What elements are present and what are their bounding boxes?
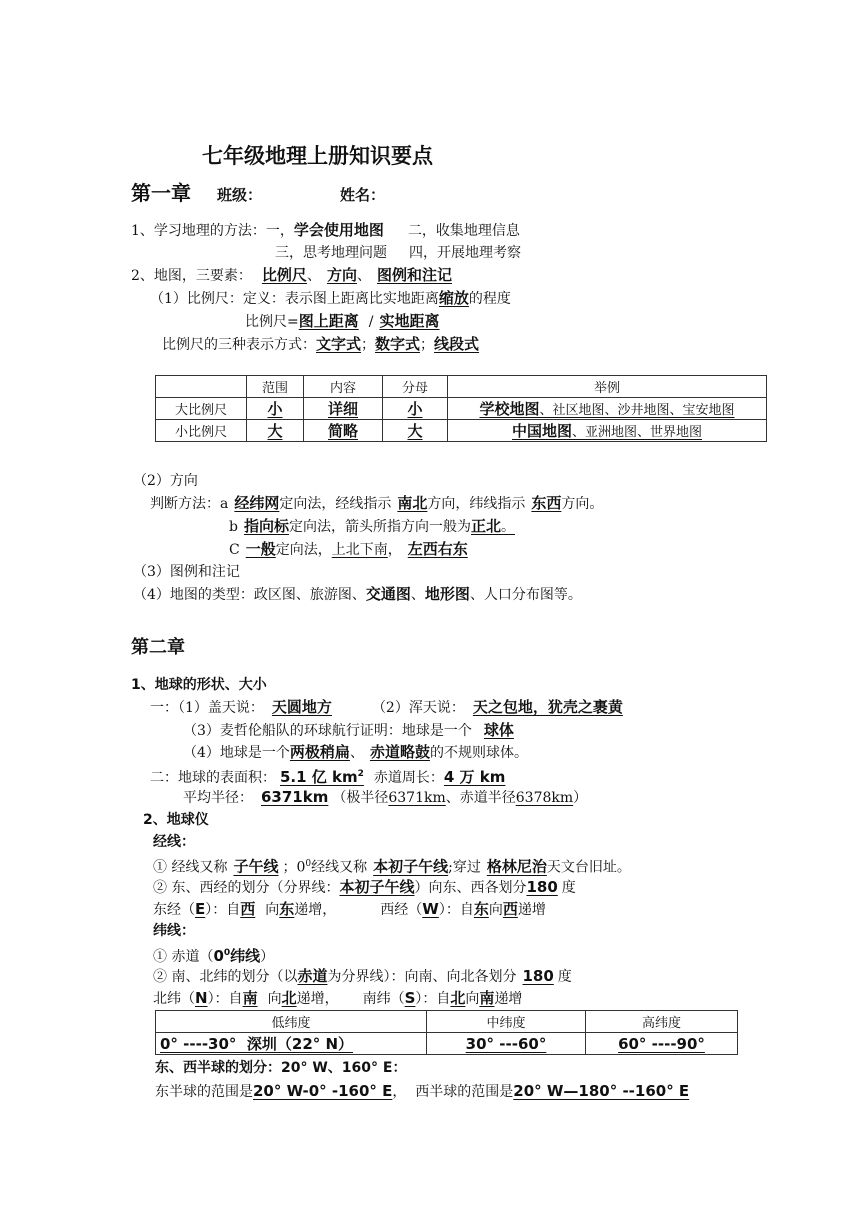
text: （1）比例尺：定义：表示图上距离比实地距离 (150, 291, 439, 307)
text: 的不规则球体。 (429, 745, 528, 761)
answer: 左西右东 (407, 540, 468, 558)
text: 2 (357, 769, 364, 779)
answer: 数字式 (375, 335, 421, 353)
answer: S (404, 989, 416, 1007)
text: 0 (305, 859, 312, 869)
answer: 一般 (245, 540, 276, 558)
map-type: 地形图 (424, 585, 470, 603)
text: 向 (488, 902, 503, 918)
answer: 缩放 (438, 289, 469, 307)
scale-table (155, 375, 767, 442)
text: 上北下南 (331, 542, 388, 558)
answer: 天圆地方 (271, 698, 332, 716)
table-cell: 、亚洲地图、世界地图 (572, 425, 703, 440)
method-line-2 (275, 243, 521, 263)
answer: 线段式 (434, 335, 480, 353)
text: 6371km (388, 790, 446, 806)
latitude-table (155, 1010, 738, 1055)
table-cell: 大比例尺 (156, 398, 247, 420)
parallel-line-1 (153, 943, 274, 967)
answer: 180 (526, 878, 558, 896)
text: （4）地球是一个 (183, 745, 290, 761)
text: ） (260, 949, 275, 965)
answer: 经纬网 (234, 494, 280, 512)
answer: 方向 (326, 266, 357, 284)
answer: 子午线 (233, 857, 279, 876)
text: 比例尺= (245, 314, 299, 330)
table-header: 高纬度 (586, 1011, 738, 1033)
text: b (229, 519, 238, 535)
meridian-line-1 (153, 854, 631, 878)
scale-definition (150, 288, 511, 309)
answer: 赤道略鼓 (369, 743, 430, 761)
text: ；0 (282, 859, 306, 876)
map-type: 交通图 (365, 585, 411, 603)
method-line-1 (131, 220, 520, 241)
text: 递增 (517, 902, 546, 918)
text: （3）麦哲伦船队的环球航行证明：地球是一个 (183, 723, 472, 739)
table-header (156, 376, 247, 398)
text: 递增 (494, 991, 523, 1007)
page-title: 七年级地理上册知识要点 (202, 144, 433, 168)
text: 1、学习地理的方法：一， (131, 223, 294, 239)
text: （极半径 (332, 790, 389, 806)
text: ;穿过 (448, 859, 481, 876)
answer: 南北 (397, 494, 428, 512)
text: 定向法，箭头所指方向一般为 (288, 519, 471, 535)
meridian-line-2 (153, 877, 576, 898)
text: 递增， (294, 902, 337, 918)
answer: 图例和注记 (376, 266, 452, 284)
table-header: 举例 (448, 376, 767, 398)
answer: 西 (240, 900, 256, 918)
scale-forms (162, 334, 479, 355)
answer: 6371km (261, 788, 329, 806)
answer: E (195, 900, 206, 918)
radius-line (183, 787, 587, 808)
text: 方向，纬线指示 (427, 496, 526, 512)
answer: 格林尼治 (486, 857, 547, 876)
text: 判断方法：a (150, 496, 229, 512)
table-cell: 小 (267, 400, 283, 418)
answer: 4 万 km (443, 768, 506, 786)
text: 向 (267, 991, 282, 1007)
text: 6378km (515, 790, 574, 806)
text: 比例尺的三种表示方式： (162, 337, 316, 353)
text: 、人口分布图等。 (469, 587, 582, 603)
text: 0 (213, 947, 224, 965)
direction-heading: （2）方向 (133, 473, 198, 489)
answer: 东 (279, 900, 295, 918)
text: 南纬（ (362, 991, 405, 1007)
earth-theories (150, 697, 623, 718)
text: （2）浑天说： (371, 700, 465, 716)
text: ② 南、北纬的划分（以 (153, 969, 298, 985)
section-globe: 2、地球仪 (143, 812, 209, 828)
text: ）：自 (205, 902, 241, 918)
table-cell: 简略 (327, 422, 358, 440)
text: 东半球的范围是 (155, 1084, 253, 1100)
longitude-direction-line (153, 899, 546, 920)
legend-line: （3）图例和注记 (133, 564, 240, 580)
table-header: 中纬度 (427, 1011, 586, 1033)
section-earth-shape: 1、地球的形状、大小 (131, 677, 267, 693)
text: 方向。 (561, 496, 604, 512)
answer: 本初子午线 (373, 857, 449, 876)
answer: 20° W-0° -160° E (253, 1082, 393, 1100)
text: 、 (349, 745, 364, 761)
text: 度 (557, 969, 572, 985)
text: 二，收集地理信息 (407, 223, 520, 239)
text: 天文台旧址。 (546, 859, 631, 876)
answer (213, 947, 260, 965)
answer: 文字式 (316, 335, 362, 353)
answer: 本初子午线 (339, 878, 415, 896)
table-cell: 小比例尺 (156, 420, 247, 442)
text: 0 (223, 948, 231, 958)
text: ）：自 (415, 991, 451, 1007)
text: ） (573, 790, 588, 806)
meridian-heading: 经线： (153, 834, 195, 850)
answer: 东西 (531, 494, 562, 512)
answer: 球体 (483, 721, 514, 739)
answer: 20° W—180° --160° E (513, 1082, 690, 1100)
text: 定向法，经线指示 (279, 496, 392, 512)
table-cell: 30° ---60° (465, 1034, 547, 1053)
text: 5.1 亿 km (280, 768, 358, 786)
text: 四，开展地理考察 (409, 245, 521, 261)
magellan-line (183, 720, 514, 741)
answer: 180 (522, 967, 554, 985)
name-label: 姓名： (340, 186, 386, 204)
answer: 比例尺 (261, 266, 307, 284)
answer: 西 (502, 900, 518, 918)
text: 、 (356, 268, 371, 284)
text: ）：自 (207, 991, 243, 1007)
table-cell: 大 (267, 422, 283, 440)
map-types-line (133, 584, 582, 605)
text: （4）地图的类型：政区图、旅游图、 (133, 587, 366, 603)
text: 定向法， (275, 542, 332, 558)
text: 三，思考地理问题 (275, 245, 387, 261)
answer: 两极稍扁 (289, 743, 350, 761)
answer: 南 (242, 989, 258, 1007)
text: ， 西半球的范围是 (392, 1084, 514, 1100)
class-label: 班级： (217, 186, 263, 204)
text: 经线又称 (311, 859, 368, 876)
chapter1-header (131, 183, 385, 206)
table-cell: 、社区地图、沙井地图、宝安地图 (539, 403, 735, 418)
table-cell: 详细 (327, 400, 358, 418)
answer: 实地距离 (379, 312, 440, 330)
direction-method-a (150, 493, 603, 514)
hemisphere-heading: 东、西半球的划分：20° W、160° E： (155, 1060, 407, 1076)
table-cell: 学校地图 (479, 400, 540, 418)
text: ， (387, 542, 402, 558)
text: 东经（ (153, 902, 195, 918)
table-row (156, 420, 767, 442)
table-cell: 中国地图 (511, 422, 572, 440)
direction-method-b (229, 516, 515, 537)
text: 。 (501, 519, 515, 535)
text: 北纬（ (153, 991, 195, 1007)
answer: W (422, 900, 439, 918)
parallel-line-2 (153, 966, 572, 987)
earth-area-line (150, 764, 505, 788)
table-header: 范围 (247, 376, 304, 398)
chapter1-heading: 第一章 (131, 181, 191, 205)
parallel-heading: 纬线： (153, 923, 195, 939)
hemisphere-range-line (155, 1081, 689, 1102)
text: 西经（ (380, 902, 423, 918)
table-cell: 60° ----90° (618, 1034, 705, 1053)
table-header: 内容 (304, 376, 383, 398)
table-cell: 大 (407, 422, 423, 440)
map-elements-line (131, 265, 452, 286)
answer: 天之包地，犹壳之裹黄 (472, 698, 623, 716)
text: 、 (410, 587, 425, 603)
text: ； (420, 337, 435, 353)
text: 、赤道半径 (445, 790, 516, 806)
text: ① 赤道（ (153, 949, 214, 965)
answer: 赤道 (297, 967, 328, 985)
text: C (229, 542, 240, 558)
table-cell: 0° ----30° 深圳（22° N） (160, 1035, 354, 1053)
text: ）向东、西各划分 (414, 880, 527, 896)
text: 二：地球的表面积： (150, 770, 276, 786)
table-header-row (156, 1011, 738, 1033)
text: 赤道周长： (373, 770, 444, 786)
text: 平均半径： (183, 790, 253, 806)
table-header-row (156, 376, 767, 398)
text: ； (361, 337, 376, 353)
answer: 正北 (470, 517, 501, 535)
latitude-direction-line (153, 988, 522, 1009)
table-header: 分母 (383, 376, 448, 398)
answer: 南 (479, 989, 495, 1007)
text: 2、地图，三要素： (131, 268, 252, 284)
text: 一：（1）盖天说： (150, 700, 264, 716)
answer: 指向标 (243, 517, 289, 535)
table-row (156, 1033, 738, 1055)
earth-shape-line (183, 742, 528, 763)
answer: 图上距离 (298, 312, 359, 330)
answer: N (195, 989, 208, 1007)
text: 、 (306, 268, 321, 284)
text: / (368, 314, 374, 330)
text: 纬线 (230, 947, 261, 965)
text: ① 经线又称 (153, 859, 228, 876)
method-answer: 学会使用地图 (293, 221, 384, 239)
text: 递增， (296, 991, 339, 1007)
text: 向 (465, 991, 480, 1007)
text: ② 东、西经的划分（分界线： (153, 880, 340, 896)
text: 为分界线）：向南、向北各划分 (327, 969, 517, 985)
table-cell: 小 (407, 400, 423, 418)
text: ）：自 (438, 902, 474, 918)
answer: 东 (473, 900, 489, 918)
table-header: 低纬度 (156, 1011, 427, 1033)
chapter2-heading: 第二章 (131, 637, 185, 658)
answer: 北 (450, 989, 466, 1007)
answer (280, 768, 364, 786)
text: 向 (265, 902, 280, 918)
answer: 北 (281, 989, 297, 1007)
table-row (156, 398, 767, 420)
text: 度 (561, 880, 576, 896)
scale-formula (245, 311, 439, 332)
text: 的程度 (468, 291, 511, 307)
direction-method-c (229, 539, 468, 560)
